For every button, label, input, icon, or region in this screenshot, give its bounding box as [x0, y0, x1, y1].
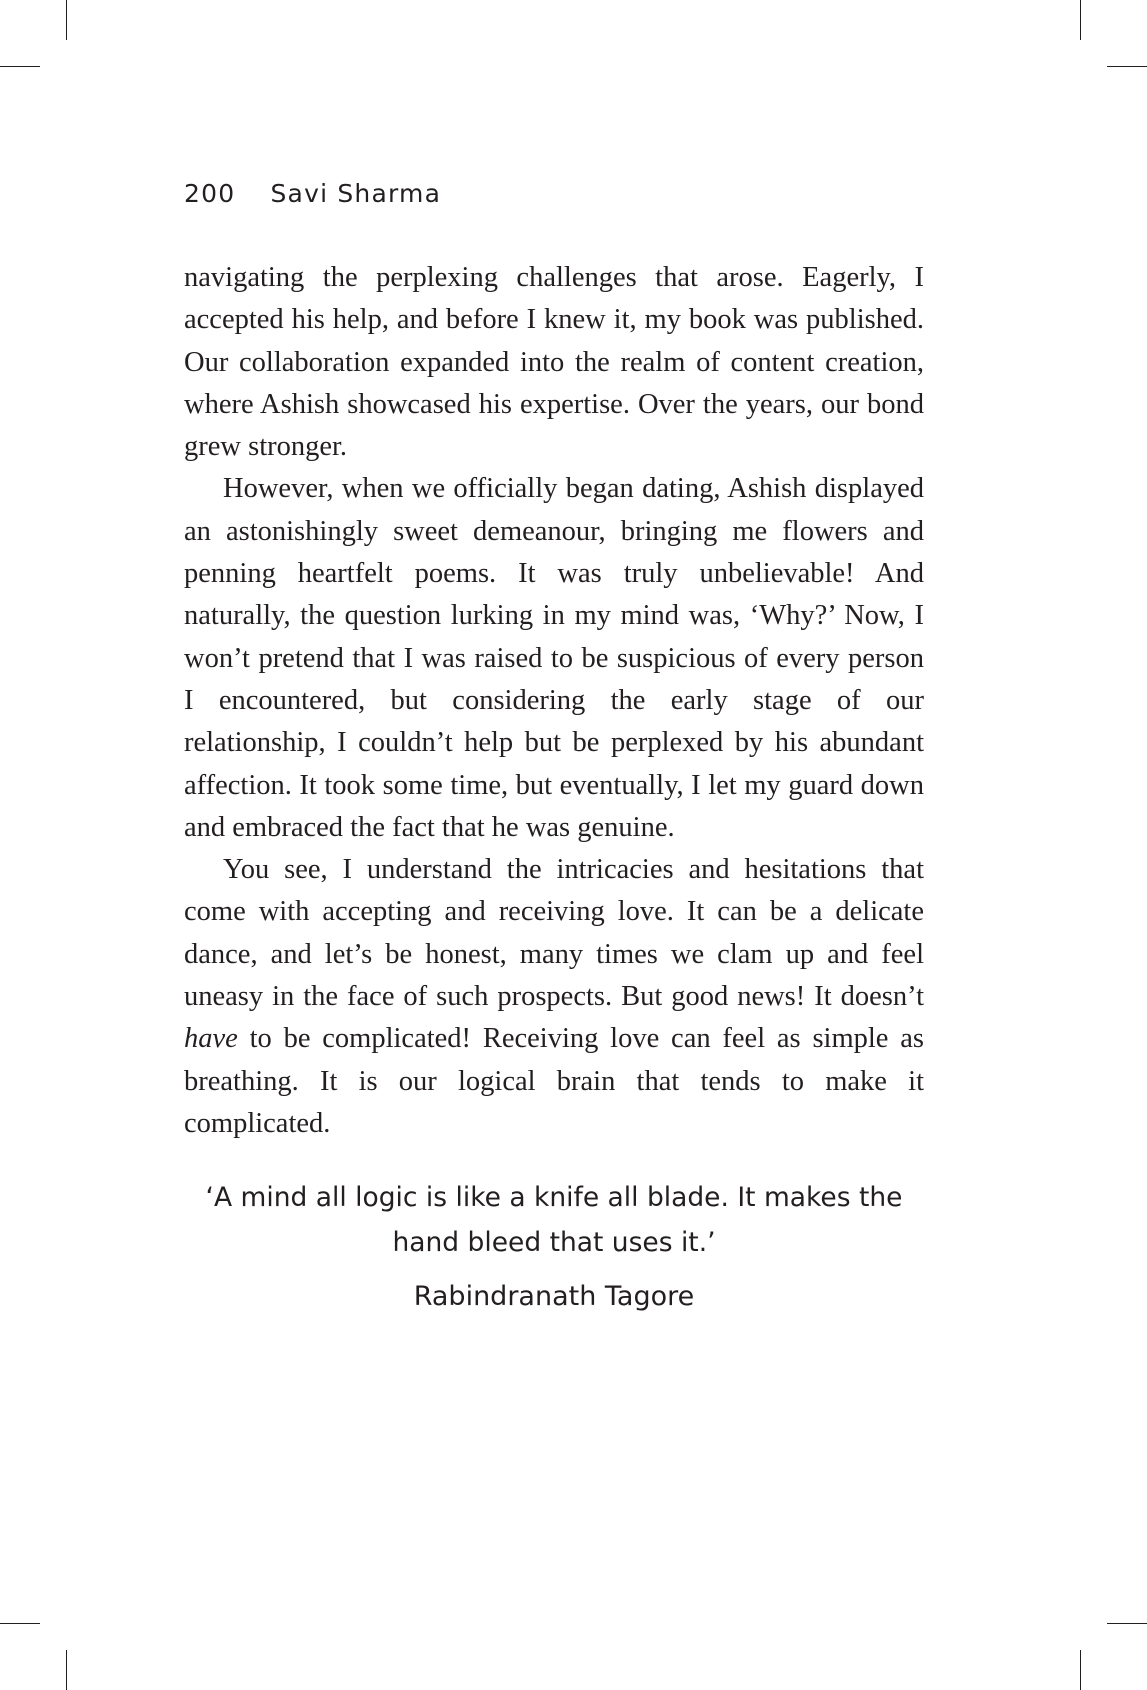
epigraph-author: Rabindranath Tagore — [413, 1281, 695, 1312]
crop-mark — [66, 0, 67, 40]
running-head — [184, 176, 441, 212]
running-head-author: Savi Sharma — [270, 179, 442, 208]
paragraph: However, when we officially began dating, Ashish displayed an astonishingly sweet demeanour, bringing me flowers and penning heartfelt poems. It was truly unbelievable! And naturally, the question lurking in my mind was, ‘Why?’ Now, I won’t pretend that I was raised to be suspicious of every person I encountered, but considering the early stage of our relationship, I couldn’t help but be perplexed by his abundant affection. It took some time, but eventually, I let my guard down and embraced the fact that he was genuine. — [184, 473, 924, 843]
crop-mark — [0, 66, 40, 67]
crop-mark — [1107, 1623, 1147, 1624]
body-text — [184, 257, 924, 1145]
crop-mark — [1080, 0, 1081, 40]
crop-mark — [0, 1623, 40, 1624]
crop-mark — [66, 1650, 67, 1690]
crop-mark — [1080, 1650, 1081, 1690]
epigraph-quote: ‘A mind all logic is like a knife all blade. It makes the hand bleed that uses it.’ — [205, 1182, 903, 1258]
paragraph — [184, 849, 924, 1145]
paragraph-text: to be complicated! Receiving love can feel as simple as breathing. It is our logical brain that tends to make it complicated. — [184, 1023, 924, 1139]
crop-mark — [1107, 66, 1147, 67]
paragraph: navigating the perplexing challenges that arose. Eagerly, I accepted his help, and before I knew it, my book was published. Our collaboration expanded into the realm of content creation, where Ashish showcased his expertise. Over the years, our bond grew stronger. — [184, 262, 924, 463]
page-number: 200 — [184, 179, 236, 208]
emphasized-word: have — [184, 1023, 238, 1055]
paragraph-text: You see, I understand the intricacies and hesitations that come with accepting and receiving love. It can be a delicate dance, and let’s be honest, many times we clam up and feel uneasy in the face of such prospects. But good news! It doesn’t — [184, 854, 924, 1013]
